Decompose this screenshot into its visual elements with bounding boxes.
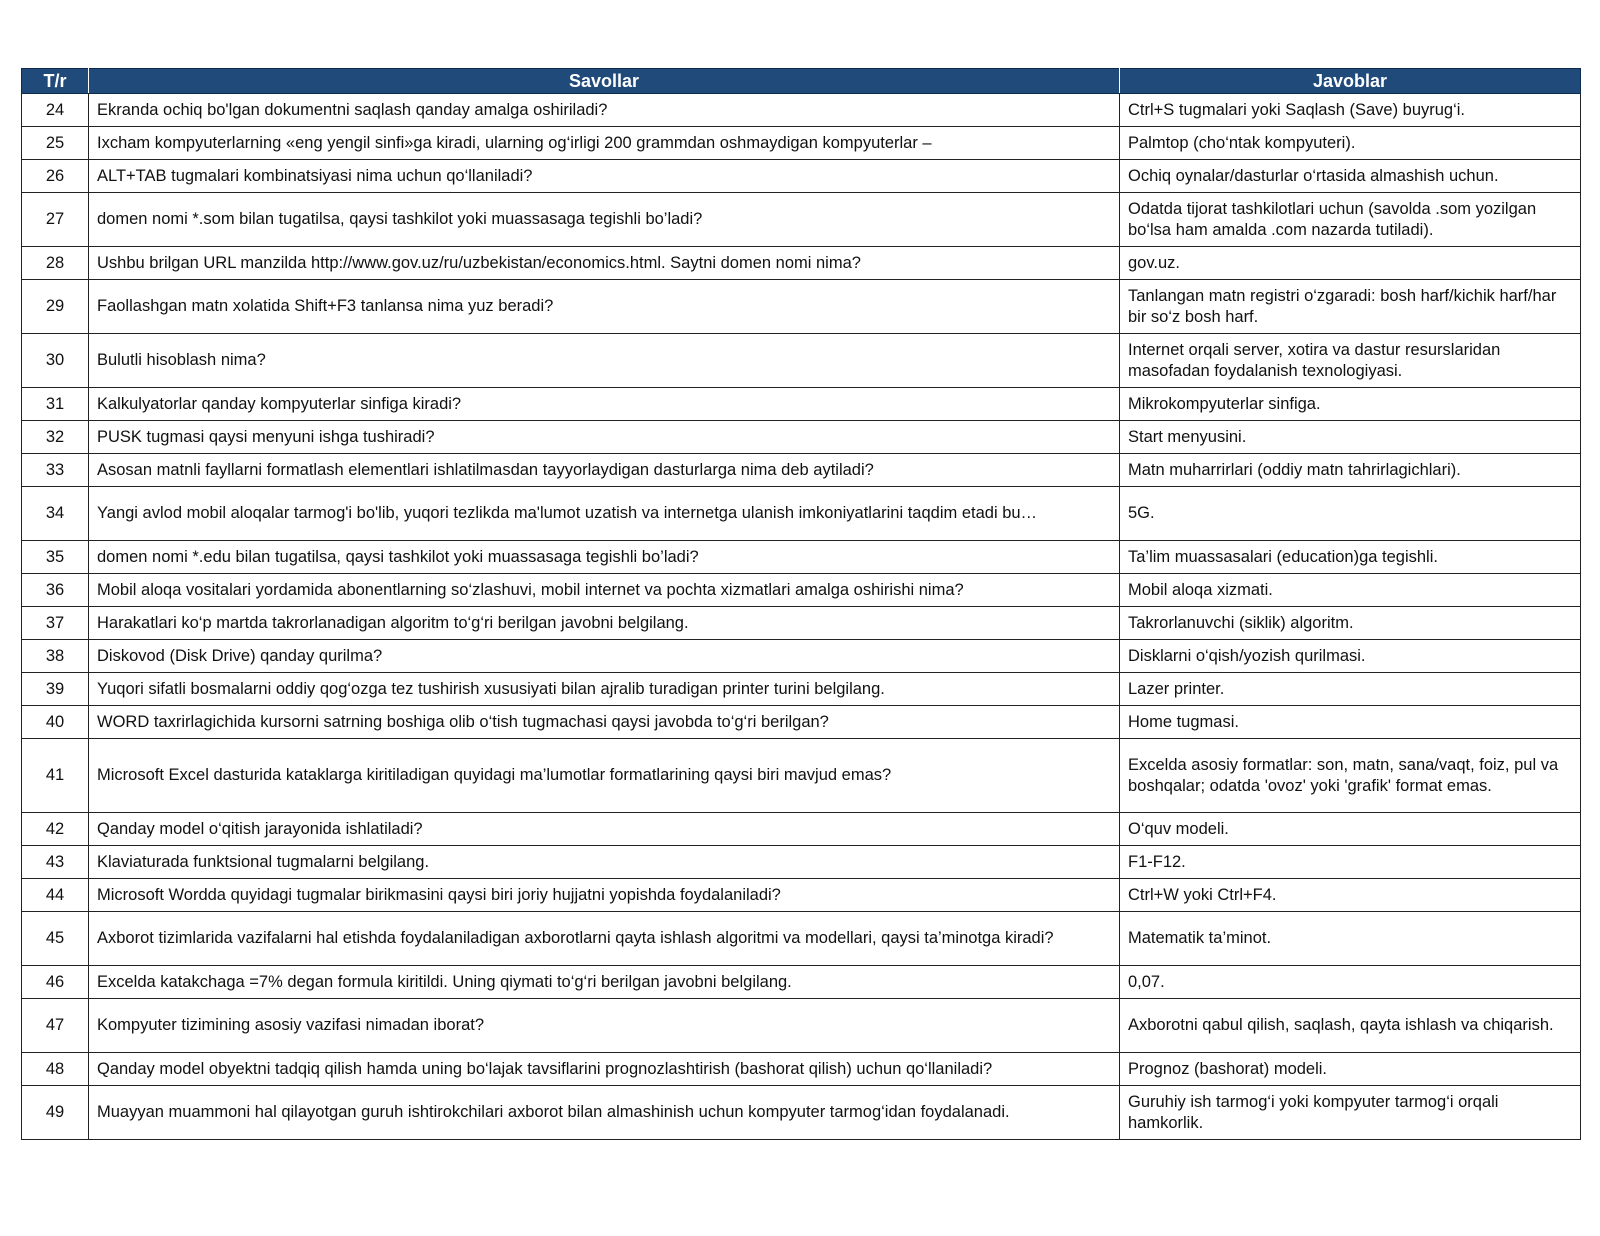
header-answers: Javoblar <box>1120 69 1581 94</box>
row-number: 25 <box>22 127 89 160</box>
question-cell: Klaviaturada funktsional tugmalarni belgilang. <box>89 846 1120 879</box>
row-number: 47 <box>22 999 89 1053</box>
answer-cell: Mikrokompyuterlar sinfiga. <box>1120 388 1581 421</box>
answer-cell: Disklarni o‘qish/yozish qurilmasi. <box>1120 640 1581 673</box>
answer-cell: Start menyusini. <box>1120 421 1581 454</box>
table-row <box>22 280 1581 334</box>
question-cell: Harakatlari ko‘p martda takrorlanadigan algoritm to‘g‘ri berilgan javobni belgilang. <box>89 607 1120 640</box>
header-row <box>22 69 1581 94</box>
answer-cell: Lazer printer. <box>1120 673 1581 706</box>
row-number: 32 <box>22 421 89 454</box>
question-cell: Kompyuter tizimining asosiy vazifasi nimadan iborat? <box>89 999 1120 1053</box>
answer-cell: Tanlangan matn registri o‘zgaradi: bosh harf/kichik harf/har bir so‘z bosh harf. <box>1120 280 1581 334</box>
question-cell: WORD taxrirlagichida kursorni satrning boshiga olib o‘tish tugmachasi qaysi javobda to‘g‘ri berilgan? <box>89 706 1120 739</box>
question-cell: Kalkulyatorlar qanday kompyuterlar sinfiga kiradi? <box>89 388 1120 421</box>
question-cell: domen nomi *.edu bilan tugatilsa, qaysi tashkilot yoki muassasaga tegishli bo’ladi? <box>89 541 1120 574</box>
answer-cell: Home tugmasi. <box>1120 706 1581 739</box>
table-row <box>22 334 1581 388</box>
table-row <box>22 966 1581 999</box>
answer-cell: 0,07. <box>1120 966 1581 999</box>
table-row <box>22 160 1581 193</box>
table-row <box>22 879 1581 912</box>
answer-cell: Takrorlanuvchi (siklik) algoritm. <box>1120 607 1581 640</box>
answer-cell: Guruhiy ish tarmog‘i yoki kompyuter tarmog‘i orqali hamkorlik. <box>1120 1086 1581 1140</box>
table-row <box>22 1053 1581 1086</box>
question-cell: Ushbu brilgan URL manzilda http://www.gov.uz/ru/uzbekistan/economics.html. Saytni domen nomi nima? <box>89 247 1120 280</box>
row-number: 24 <box>22 94 89 127</box>
table-row <box>22 487 1581 541</box>
table-row <box>22 912 1581 966</box>
table-row <box>22 574 1581 607</box>
question-cell: Microsoft Excel dasturida kataklarga kiritiladigan quyidagi ma’lumotlar formatlarining qaysi biri mavjud emas? <box>89 739 1120 813</box>
row-number: 37 <box>22 607 89 640</box>
row-number: 49 <box>22 1086 89 1140</box>
table-row <box>22 94 1581 127</box>
question-cell: Qanday model o‘qitish jarayonida ishlatiladi? <box>89 813 1120 846</box>
table-row <box>22 127 1581 160</box>
question-cell: domen nomi *.som bilan tugatilsa, qaysi tashkilot yoki muassasaga tegishli bo’ladi? <box>89 193 1120 247</box>
row-number: 43 <box>22 846 89 879</box>
row-number: 27 <box>22 193 89 247</box>
question-cell: Diskovod (Disk Drive) qanday qurilma? <box>89 640 1120 673</box>
table-row <box>22 388 1581 421</box>
table-row <box>22 846 1581 879</box>
answer-cell: Odatda tijorat tashkilotlari uchun (savolda .som yozilgan bo‘lsa ham amalda .com nazarda tutiladi). <box>1120 193 1581 247</box>
answer-cell: Prognoz (bashorat) modeli. <box>1120 1053 1581 1086</box>
answer-cell: Excelda asosiy formatlar: son, matn, sana/vaqt, foiz, pul va boshqalar; odatda 'ovoz' yoki 'grafik' format emas. <box>1120 739 1581 813</box>
table-row <box>22 706 1581 739</box>
table-row <box>22 541 1581 574</box>
row-number: 40 <box>22 706 89 739</box>
row-number: 48 <box>22 1053 89 1086</box>
row-number: 39 <box>22 673 89 706</box>
row-number: 46 <box>22 966 89 999</box>
table-row <box>22 1086 1581 1140</box>
header-questions: Savollar <box>89 69 1120 94</box>
answer-cell: Palmtop (cho‘ntak kompyuteri). <box>1120 127 1581 160</box>
row-number: 34 <box>22 487 89 541</box>
row-number: 44 <box>22 879 89 912</box>
answer-cell: Ochiq oynalar/dasturlar o‘rtasida almashish uchun. <box>1120 160 1581 193</box>
question-cell: Ixcham kompyuterlarning «eng yengil sinfi»ga kiradi, ularning og‘irligi 200 grammdan oshmaydigan kompyuterlar – <box>89 127 1120 160</box>
row-number: 41 <box>22 739 89 813</box>
question-cell: Ekranda ochiq bo'lgan dokumentni saqlash qanday amalga oshiriladi? <box>89 94 1120 127</box>
answer-cell: Ctrl+S tugmalari yoki Saqlash (Save) buyrug‘i. <box>1120 94 1581 127</box>
table-row <box>22 193 1581 247</box>
question-cell: Asosan matnli fayllarni formatlash elementlari ishlatilmasdan tayyorlaydigan dasturlarga nima deb aytiladi? <box>89 454 1120 487</box>
question-cell: ALT+TAB tugmalari kombinatsiyasi nima uchun qo‘llaniladi? <box>89 160 1120 193</box>
row-number: 38 <box>22 640 89 673</box>
question-cell: Axborot tizimlarida vazifalarni hal etishda foydalaniladigan axborotlarni qayta ishlash algoritmi va modellari, qaysi ta’minotga kiradi? <box>89 912 1120 966</box>
qa-table <box>21 68 1581 1140</box>
question-cell: Bulutli hisoblash nima? <box>89 334 1120 388</box>
question-cell: Muayyan muammoni hal qilayotgan guruh ishtirokchilari axborot bilan almashinish uchun kompyuter tarmog‘idan foydalanadi. <box>89 1086 1120 1140</box>
answer-cell: Mobil aloqa xizmati. <box>1120 574 1581 607</box>
row-number: 35 <box>22 541 89 574</box>
answer-cell: Ctrl+W yoki Ctrl+F4. <box>1120 879 1581 912</box>
row-number: 29 <box>22 280 89 334</box>
table-row <box>22 421 1581 454</box>
answer-cell: Matematik ta’minot. <box>1120 912 1581 966</box>
row-number: 36 <box>22 574 89 607</box>
answer-cell: Internet orqali server, xotira va dastur resurslaridan masofadan foydalanish texnologiyasi. <box>1120 334 1581 388</box>
row-number: 31 <box>22 388 89 421</box>
row-number: 45 <box>22 912 89 966</box>
answer-cell: F1-F12. <box>1120 846 1581 879</box>
question-cell: Faollashgan matn xolatida Shift+F3 tanlansa nima yuz beradi? <box>89 280 1120 334</box>
table-body <box>22 94 1581 1140</box>
header-number: T/r <box>22 69 89 94</box>
table-row <box>22 813 1581 846</box>
answer-cell: gov.uz. <box>1120 247 1581 280</box>
answer-cell: Matn muharrirlari (oddiy matn tahrirlagichlari). <box>1120 454 1581 487</box>
row-number: 33 <box>22 454 89 487</box>
question-cell: PUSK tugmasi qaysi menyuni ishga tushiradi? <box>89 421 1120 454</box>
row-number: 42 <box>22 813 89 846</box>
answer-cell: 5G. <box>1120 487 1581 541</box>
table-row <box>22 454 1581 487</box>
answer-cell: O‘quv modeli. <box>1120 813 1581 846</box>
row-number: 28 <box>22 247 89 280</box>
question-cell: Microsoft Wordda quyidagi tugmalar birikmasini qaysi biri joriy hujjatni yopishda foydalaniladi? <box>89 879 1120 912</box>
question-cell: Yuqori sifatli bosmalarni oddiy qog‘ozga tez tushirish xususiyati bilan ajralib turadigan printer turini belgilang. <box>89 673 1120 706</box>
table-row <box>22 247 1581 280</box>
question-cell: Excelda katakchaga =7% degan formula kiritildi. Uning qiymati to‘g‘ri berilgan javobni belgilang. <box>89 966 1120 999</box>
question-cell: Yangi avlod mobil aloqalar tarmog'i bo'lib, yuqori tezlikda ma'lumot uzatish va internetga ulanish imkoniyatlarini taqdim etadi bu… <box>89 487 1120 541</box>
table-row <box>22 640 1581 673</box>
table-row <box>22 739 1581 813</box>
table-row <box>22 607 1581 640</box>
question-cell: Qanday model obyektni tadqiq qilish hamda uning bo‘lajak tavsiflarini prognozlashtirish (bashorat qilish) uchun qo‘llaniladi? <box>89 1053 1120 1086</box>
answer-cell: Axborotni qabul qilish, saqlash, qayta ishlash va chiqarish. <box>1120 999 1581 1053</box>
table-row <box>22 999 1581 1053</box>
answer-cell: Ta’lim muassasalari (education)ga tegishli. <box>1120 541 1581 574</box>
table-row <box>22 673 1581 706</box>
row-number: 26 <box>22 160 89 193</box>
question-cell: Mobil aloqa vositalari yordamida abonentlarning so‘zlashuvi, mobil internet va pochta xizmatlari amalga oshirishi nima? <box>89 574 1120 607</box>
row-number: 30 <box>22 334 89 388</box>
